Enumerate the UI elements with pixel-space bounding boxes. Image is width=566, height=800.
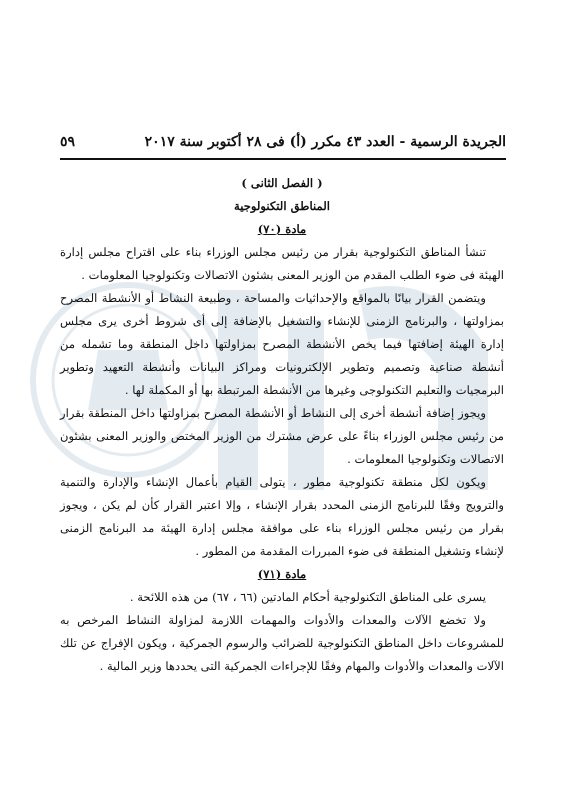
article-paragraph: ويكون لكل منطقة تكنولوجية مطور ، يتولى القيام بأعمال الإنشاء والإدارة والتنمية والترويج وفقًا للبرنامج الزمنى المحدد بقرار الإنشاء ، وإلا اعتبر القرار كأن لم يكن ، ويجوز بقرار من رئيس مجلس الوزراء بناء على موافقة مجلس إدارة الهيئة مد البرنامج الزمنى لإنشاء وتشغيل المنطقة فى ضوء المبررات المقدمة من المطور . (60, 475, 504, 558)
article-title: مادة (٧١) (257, 567, 307, 581)
header-title: الجريدة الرسمية - العدد ٤٣ مكرر (أ) فى ٢٨ أكتوبر سنة ٢٠١٧ (144, 134, 506, 150)
article-paragraph: ولا تخضع الآلات والمعدات والأدوات والمهمات اللازمة لمزاولة النشاط المرخص به للمشروعات داخل المناطق التكنولوجية للضرائب والرسوم الجمركية ، ويكون الإفراج عن تلك الآلات والمعدات والأدوات والمهام وفقًا للإجراءات الجمركية التى يحددها وزير المالية . (60, 613, 504, 673)
article-paragraph: تنشأ المناطق التكنولوجية بقرار من رئيس مجلس الوزراء بناء على اقتراح مجلس إدارة الهيئة فى ضوء الطلب المقدم من الوزير المعنى بشئون الاتصالات وتكنولوجيا المعلومات . (60, 245, 504, 282)
page-number: ٥٩ (60, 134, 76, 150)
document-body (60, 172, 504, 678)
chapter-heading: ( الفصل الثانى ) (241, 176, 323, 190)
chapter-subtitle: المناطق التكنولوجية (234, 199, 330, 213)
article-title: مادة (٧٠) (257, 222, 307, 236)
page-header (60, 128, 506, 156)
header-divider (60, 158, 506, 160)
article-paragraph: يسرى على المناطق التكنولوجية أحكام المادتين (٦٦ ، ٦٧) من هذه اللائحة . (129, 590, 486, 604)
article-paragraph: ويتضمن القرار بيانًا بالمواقع والإحداثيات والمساحة ، وطبيعة النشاط أو الأنشطة المصرح بمزاولتها ، والبرنامج الزمنى للإنشاء والتشغيل بالإضافة إلى أى شروط أخرى يرى مجلس إدارة الهيئة إضافتها فيما يخص الأنشطة المصرح بمزاولتها داخل المنطقة وما تشمله من أنشطة صناعية وتصميم وتطوير الإلكترونيات ومراكز البيانات وأنشطة التعهيد وتطوير البرمجيات والتعليم التكنولوجى وغيرها من الأنشطة المرتبطة بها أو المكملة لها . (60, 291, 504, 397)
article-paragraph: ويجوز إضافة أنشطة أخرى إلى النشاط أو الأنشطة المصرح بمزاولتها داخل المنطقة بقرار من رئيس مجلس الوزراء بناءً على عرض مشترك من الوزير المختص والوزير المعنى بشئون الاتصالات وتكنولوجيا المعلومات . (60, 406, 504, 466)
